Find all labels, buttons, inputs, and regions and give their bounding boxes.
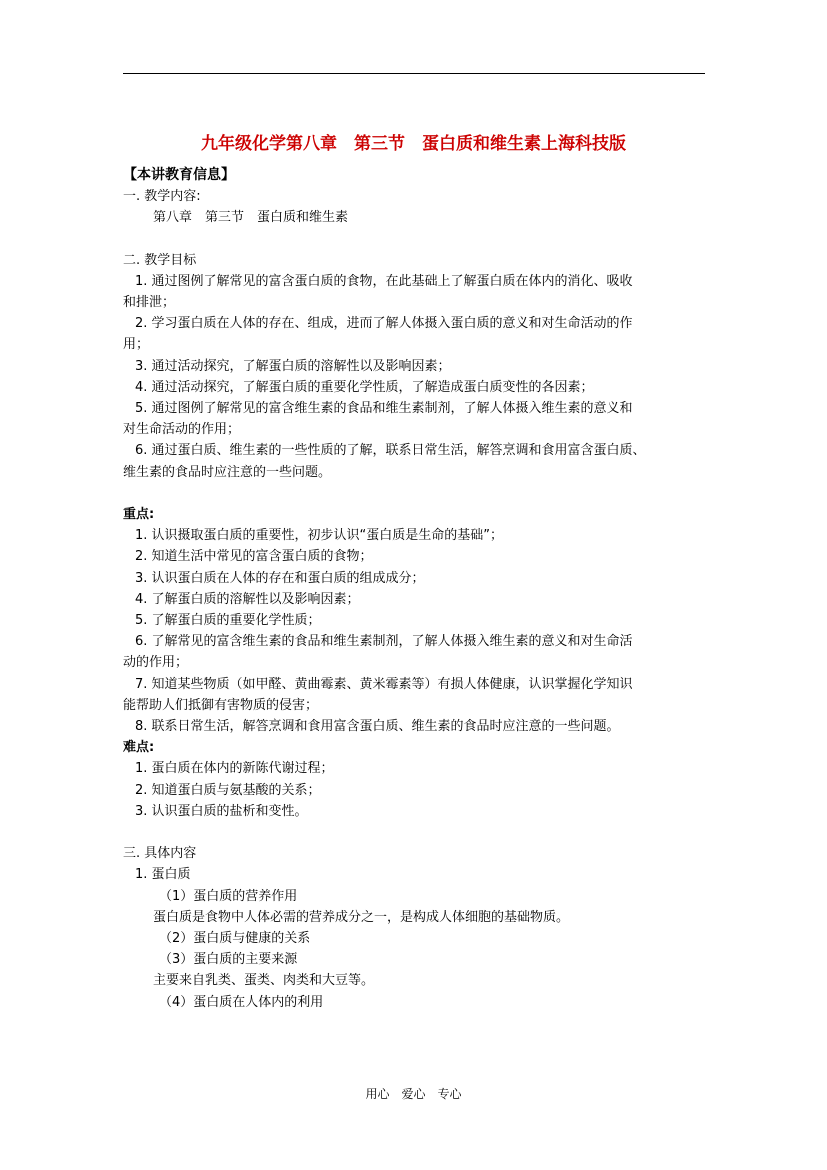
key-point-item-cont: 能帮助人们抵御有害物质的侵害； <box>123 697 319 713</box>
goal-item-cont: 对生命活动的作用； <box>123 422 241 438</box>
protein-point-3-text: 主要来自乳类、蛋类、肉类和大豆等。 <box>153 973 375 989</box>
protein-point-3: （3）蛋白质的主要来源 <box>159 952 298 968</box>
header-rule <box>123 73 705 74</box>
goal-item: 2. 学习蛋白质在人体的存在、组成，进而了解人体摄入蛋白质的意义和对生命活动的作 <box>135 316 633 332</box>
goal-item-cont: 用； <box>123 337 150 353</box>
section-3-heading: 三. 具体内容 <box>123 846 197 862</box>
goal-list <box>123 271 707 483</box>
goal-item-cont: 和排泄； <box>123 295 176 310</box>
document-title: 九年级化学第八章 第三节 蛋白质和维生素上海科技版 <box>201 134 626 154</box>
key-point-item: 3. 认识蛋白质在人体的存在和蛋白质的组成成分； <box>135 570 425 586</box>
difficulty-item: 2. 知道蛋白质与氨基酸的关系； <box>135 782 321 798</box>
goal-item: 3. 通过活动探究，了解蛋白质的溶解性以及影响因素； <box>135 358 451 374</box>
key-point-item: 2. 知道生活中常见的富含蛋白质的食物； <box>135 549 373 565</box>
goal-item: 4. 通过活动探究，了解蛋白质的重要化学性质，了解造成蛋白质变性的各因素； <box>135 379 594 395</box>
protein-point-4: （4）蛋白质在人体内的利用 <box>159 994 324 1010</box>
key-point-item: 6. 了解常见的富含维生素的食品和维生素制剂，了解人体摄入维生素的意义和对生命活 <box>135 634 633 650</box>
subsection-protein: 1. 蛋白质 <box>135 867 191 883</box>
goal-item: 5. 通过图例了解常见的富含维生素的食品和维生素制剂，了解人体摄入维生素的意义和 <box>135 401 633 417</box>
section-2-heading: 二. 教学目标 <box>123 252 197 268</box>
protein-point-1: （1）蛋白质的营养作用 <box>159 888 298 904</box>
difficulties-heading: 难点: <box>123 740 155 756</box>
key-points-heading: 重点: <box>123 507 155 523</box>
section-1-content: 第八章 第三节 蛋白质和维生素 <box>153 210 349 226</box>
protein-point-1-text: 蛋白质是食物中人体必需的营养成分之一，是构成人体细胞的基础物质。 <box>153 909 570 925</box>
key-point-item: 5. 了解蛋白质的重要化学性质； <box>135 613 321 629</box>
key-point-item-cont: 动的作用； <box>123 655 189 671</box>
page-footer: 用心 爱心 专心 <box>365 1087 462 1101</box>
goal-item-cont: 维生素的食品时应注意的一些问题。 <box>123 464 332 480</box>
section-1-heading: 一. 教学内容: <box>123 189 201 204</box>
key-point-item: 4. 了解蛋白质的溶解性以及影响因素； <box>135 591 360 607</box>
key-point-item: 7. 知道某些物质（如甲醛、黄曲霉素、黄米霉素等）有损人体健康，认识掌握化学知识 <box>135 676 633 692</box>
goal-item: 6. 通过蛋白质、维生素的一些性质的了解，联系日常生活，解答烹调和食用富含蛋白质、 <box>135 443 646 459</box>
goal-item: 1. 通过图例了解常见的富含蛋白质的食物，在此基础上了解蛋白质在体内的消化、吸收 <box>135 273 633 289</box>
key-points-list <box>123 525 707 737</box>
key-point-item: 8. 联系日常生活，解答烹调和食用富含蛋白质、维生素的食品时应注意的一些问题。 <box>135 719 620 735</box>
key-point-item: 1. 认识摄取蛋白质的重要性，初步认识“蛋白质是生命的基础”； <box>135 528 504 544</box>
info-heading: 【本讲教育信息】 <box>123 167 235 183</box>
difficulty-item: 1. 蛋白质在体内的新陈代谢过程； <box>135 761 334 777</box>
difficulty-item: 3. 认识蛋白质的盐析和变性。 <box>135 803 308 819</box>
protein-point-2: （2）蛋白质与健康的关系 <box>159 931 311 947</box>
difficulties-list <box>123 758 707 822</box>
document-body <box>123 164 707 1013</box>
